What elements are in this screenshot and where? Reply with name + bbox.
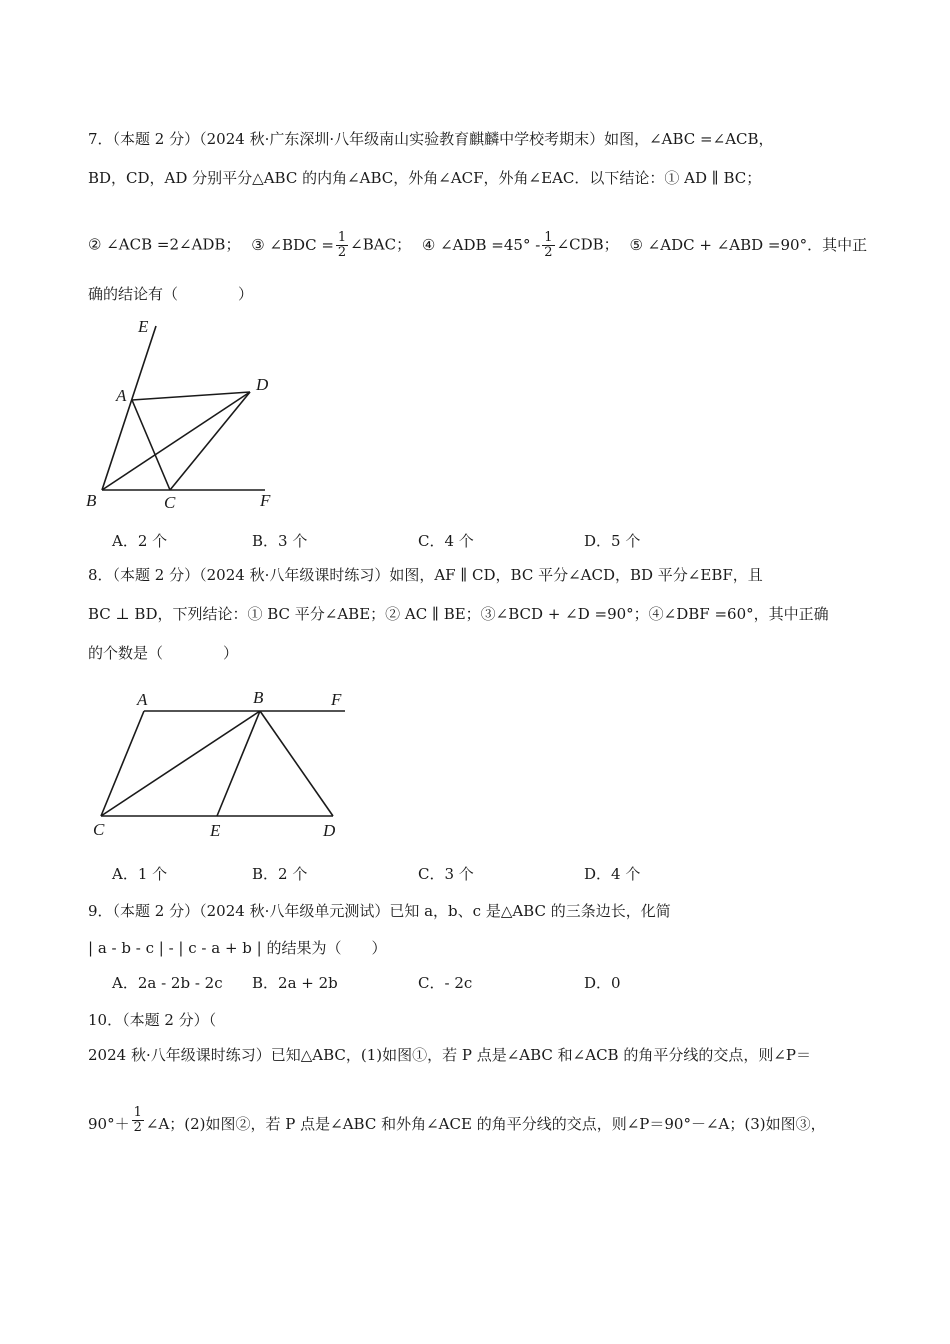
q10-stem-line3 — [88, 1106, 826, 1135]
q8-label-A: A — [137, 690, 148, 709]
q7-stem-line1: 7．（本题 2 分）（2024 秋·广东深圳·八年级南山实验教育麒麟中学校考期末）如图，∠ABC =∠ACB， — [88, 130, 774, 148]
q7-label-F: F — [260, 491, 271, 510]
q9-option-a[interactable]: A．2a - 2b - 2c — [112, 974, 223, 992]
q10-fraction-half: $\frac{1}{2}$ — [133, 1105, 142, 1135]
q10-stem-line2: 2024 秋·八年级课时练习）已知△ABC，(1)如图①，若 P 点是∠ABC 和∠ACB 的角平分线的交点，则∠P＝ — [88, 1046, 812, 1064]
q7-stem-line4: 确的结论有（ ） — [88, 285, 254, 303]
q7-label-E: E — [138, 317, 149, 336]
q7-line-AC — [132, 400, 170, 490]
q7-option-c[interactable]: C．4 个 — [418, 532, 474, 550]
q7-option-b[interactable]: B．3 个 — [252, 532, 308, 550]
q7-stem-line3 — [88, 231, 867, 260]
q9-option-b[interactable]: B．2a + 2b — [252, 974, 338, 992]
q7-label-D: D — [256, 375, 269, 394]
q7-conclusion-5: ⑤ ∠ADC + ∠ABD =90°．其中正 — [629, 235, 868, 254]
q8-option-b[interactable]: B．2 个 — [252, 865, 308, 883]
q10-stem-line3a: 90°＋ — [88, 1115, 130, 1133]
q8-line-BD — [260, 711, 333, 816]
q7-conclusion-4b: ∠CDB； — [556, 235, 619, 254]
q10-stem-line1: 10．（本题 2 分）（ — [88, 1011, 217, 1029]
q8-label-C: C — [93, 820, 105, 839]
q7-label-A: A — [116, 386, 127, 405]
q7-conclusion-2: ② ∠ACB =2∠ADB； — [88, 235, 241, 254]
q9-stem-line1: 9．（本题 2 分）（2024 秋·八年级单元测试）已知 a，b、c 是△ABC 的三条边长，化简 — [88, 902, 671, 920]
q10-stem-line3b: ∠A；(2)如图②，若 P 点是∠ABC 和外角∠ACE 的角平分线的交点，则∠P＝90°－∠A；(3)如图③， — [145, 1115, 826, 1133]
q8-label-B: B — [253, 688, 264, 707]
q8-label-D: D — [323, 821, 336, 840]
q7-line-BE — [102, 326, 156, 490]
q7-label-B: B — [86, 491, 97, 510]
q7-line-AD — [132, 392, 250, 400]
q7-figure — [80, 310, 290, 520]
q8-stem-line1: 8．（本题 2 分）（2024 秋·八年级课时练习）如图，AF ∥ CD，BC 平分∠ACD，BD 平分∠EBF，且 — [88, 566, 763, 584]
q8-label-F: F — [331, 690, 342, 709]
q9-option-c[interactable]: C．- 2c — [418, 974, 473, 992]
q7-stem-line2: BD，CD，AD 分别平分△ABC 的内角∠ABC，外角∠ACF，外角∠EAC．以下结论：① AD ∥ BC； — [88, 169, 762, 187]
q7-conclusion-3b: ∠BAC； — [350, 235, 412, 254]
q8-stem-line3: 的个数是（ ） — [88, 644, 239, 662]
q7-conclusion-3a: ③ ∠BDC = — [251, 235, 334, 254]
q8-label-E: E — [210, 821, 221, 840]
q7-conclusion-4a: ④ ∠ADB =45° - — [421, 235, 541, 254]
q7-line-CD — [170, 392, 250, 490]
q8-line-AC — [101, 711, 144, 816]
q8-option-a[interactable]: A．1 个 — [112, 865, 168, 883]
q8-option-d[interactable]: D．4 个 — [584, 865, 641, 883]
q8-line-BE — [217, 711, 260, 816]
q8-figure — [85, 685, 355, 840]
q8-option-c[interactable]: C．3 个 — [418, 865, 474, 883]
q7-fraction-half-a: $\frac{1}{2}$ — [337, 230, 347, 260]
q8-line-BC — [101, 711, 260, 816]
q8-stem-line2: BC ⊥ BD，下列结论：① BC 平分∠ABE；② AC ∥ BE；③∠BCD + ∠D =90°；④∠DBF =60°，其中正确 — [88, 605, 829, 623]
q9-option-d[interactable]: D．0 — [584, 974, 621, 992]
q7-option-a[interactable]: A．2 个 — [112, 532, 168, 550]
q7-line-BD — [102, 392, 250, 490]
q7-label-C: C — [164, 493, 176, 512]
q7-fraction-half-b: $\frac{1}{2}$ — [544, 230, 553, 260]
q9-stem-line2: | a - b - c | - | c - a + b | 的结果为（ ） — [88, 939, 387, 957]
q7-option-d[interactable]: D．5 个 — [584, 532, 641, 550]
